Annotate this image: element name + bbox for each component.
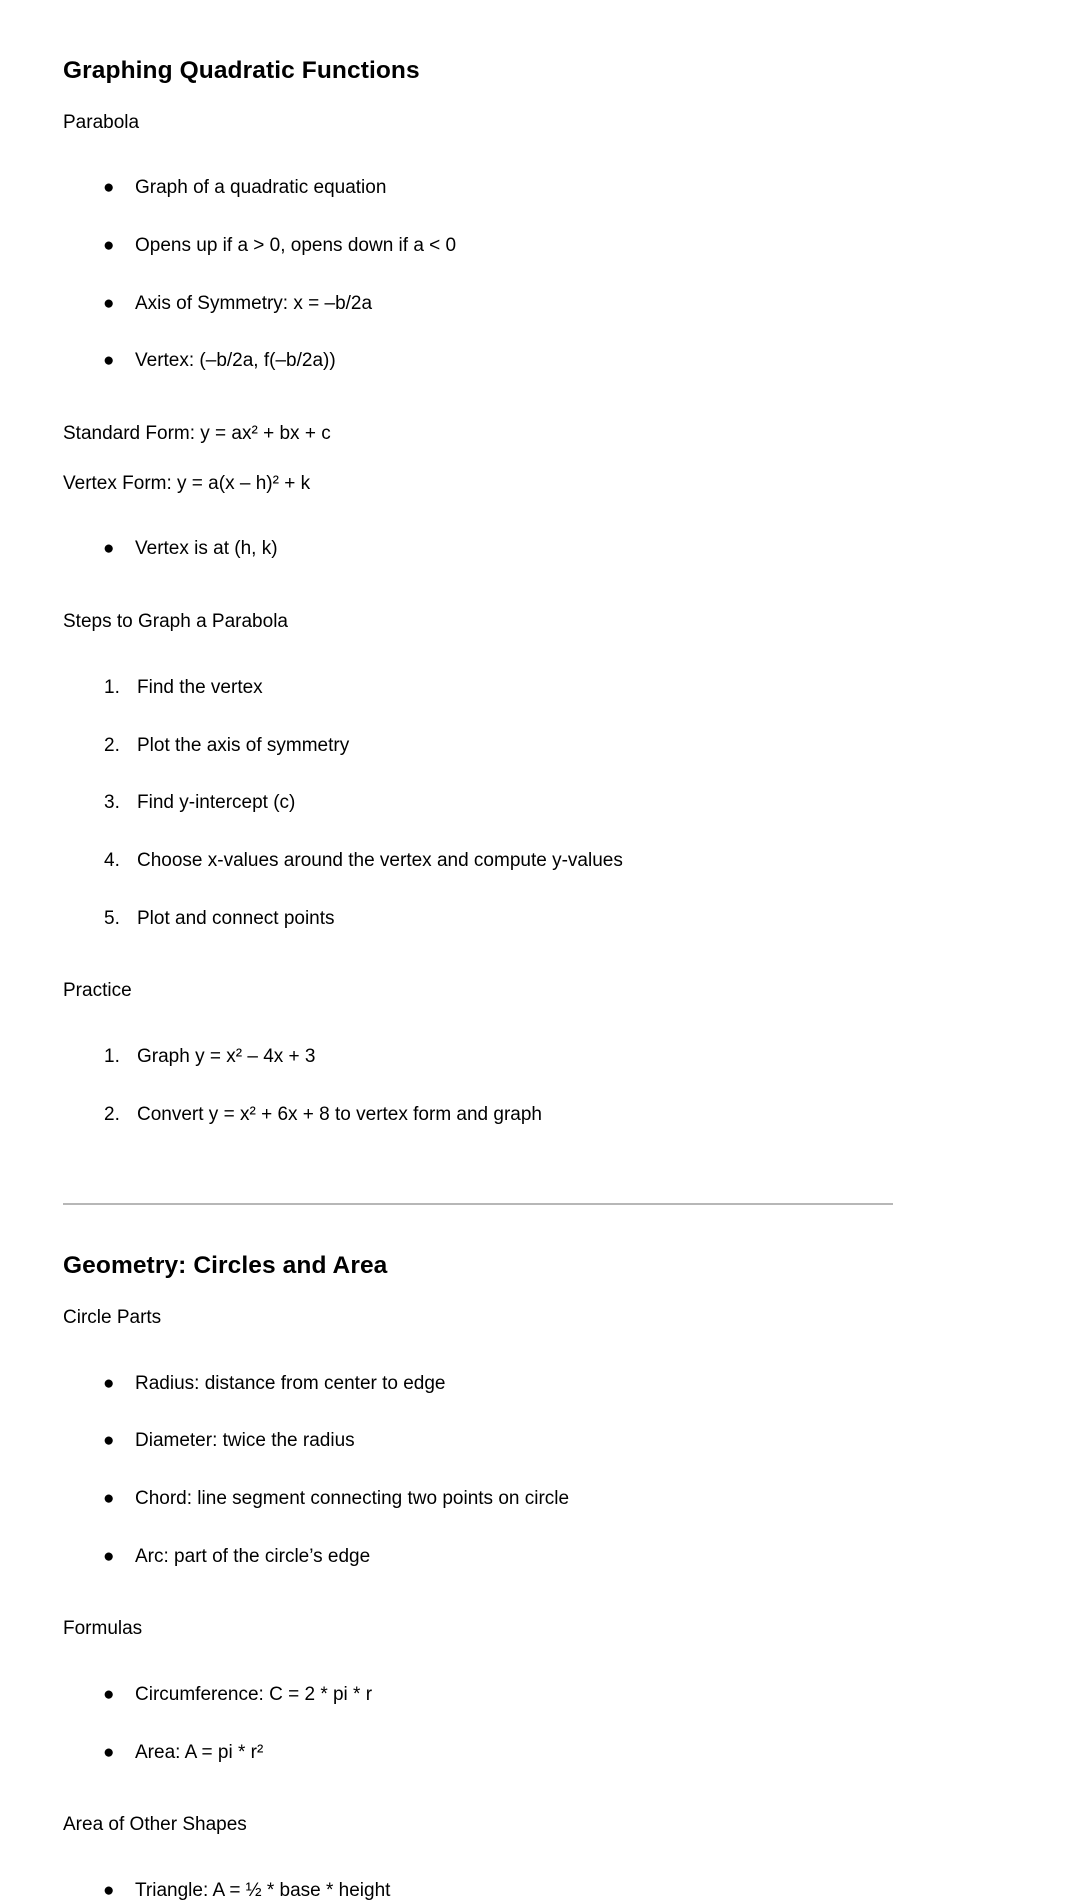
bullet-icon: ●: [103, 1372, 115, 1394]
practice-numbered-list: [63, 1004, 1017, 1127]
list-item: [63, 1708, 1017, 1766]
list-item-label: Choose x-values around the vertex and compute y-values: [137, 849, 623, 871]
list-item: [63, 816, 1017, 874]
list-item-label: Vertex is at (h, k): [135, 538, 278, 560]
list-item-label: Find the vertex: [137, 676, 263, 698]
list-item: [63, 1396, 1017, 1454]
bullet-icon: ●: [103, 1684, 115, 1706]
list-item: [63, 643, 1017, 701]
subheading-parabola: Parabola: [63, 111, 140, 133]
list-item-label: Plot the axis of symmetry: [137, 734, 350, 756]
subheading-practice: Practice: [63, 980, 132, 1002]
bullet-icon: ●: [103, 1880, 115, 1902]
list-item: [63, 1339, 1017, 1397]
vertex-form-bullet-list: [63, 496, 1017, 562]
section-divider-wrapper: [63, 1127, 1017, 1205]
list-marker: 2.: [104, 734, 120, 756]
vertex-form-text: Vertex Form: y = a(x – h)² + k: [63, 472, 311, 494]
list-item-label: Arc: part of the circle’s edge: [135, 1545, 371, 1567]
bullet-icon: ●: [103, 177, 115, 199]
list-item-label: Radius: distance from center to edge: [135, 1372, 446, 1394]
subheading-steps-to-graph: Steps to Graph a Parabola: [63, 611, 288, 633]
bullet-icon: ●: [103, 1488, 115, 1509]
steps-numbered-list: [63, 635, 1017, 931]
list-item-label: Graph of a quadratic equation: [135, 177, 387, 199]
list-item: [63, 504, 1017, 562]
section-graphing-quadratic-functions: [63, 0, 1017, 1127]
list-item-label: Axis of Symmetry: x = –b/2a: [135, 292, 373, 314]
bullet-icon: ●: [103, 235, 115, 256]
bullet-icon: ●: [103, 292, 115, 314]
list-item-label: Plot and connect points: [137, 907, 335, 929]
list-item-label: Vertex: (–b/2a, f(–b/2a)): [135, 350, 336, 372]
list-item: [63, 316, 1017, 374]
parabola-bullet-list: [63, 135, 1017, 374]
list-marker: 5.: [104, 907, 120, 929]
list-item-label: Circumference: C = 2 * pi * r: [135, 1684, 373, 1706]
list-item-label: Find y-intercept (c): [137, 792, 296, 814]
section-title-geometry: Geometry: Circles and Area: [63, 1252, 388, 1280]
list-item-label: Triangle: A = ½ * base * height: [135, 1880, 391, 1902]
formulas-bullet-list: [63, 1642, 1017, 1765]
page-title: Graphing Quadratic Functions: [63, 57, 420, 84]
subheading-circle-parts: Circle Parts: [63, 1306, 162, 1328]
list-item: [63, 701, 1017, 759]
other-shapes-bullet-list: [63, 1838, 1017, 1904]
bullet-icon: ●: [103, 1430, 115, 1452]
list-marker: 1.: [104, 676, 120, 698]
list-item: [63, 143, 1017, 201]
list-item: [63, 201, 1017, 259]
list-item: [63, 1454, 1017, 1512]
bullet-icon: ●: [103, 1545, 115, 1567]
list-item-label: Chord: line segment connecting two points on circle: [135, 1488, 570, 1509]
list-item: [63, 874, 1017, 932]
subheading-area-of-other-shapes: Area of Other Shapes: [63, 1814, 247, 1836]
list-marker: 4.: [104, 849, 120, 871]
list-item: [63, 1070, 1017, 1128]
list-marker: 2.: [104, 1103, 120, 1125]
list-marker: 1.: [104, 1045, 120, 1067]
bullet-icon: ●: [103, 350, 115, 372]
list-item-label: Graph y = x² – 4x + 3: [137, 1045, 316, 1067]
list-item-label: Convert y = x² + 6x + 8 to vertex form and graph: [137, 1103, 543, 1125]
list-item-label: Diameter: twice the radius: [135, 1430, 355, 1452]
list-item-label: Opens up if a > 0, opens down if a < 0: [135, 235, 457, 256]
bullet-icon: ●: [103, 538, 115, 560]
list-item: [63, 758, 1017, 816]
list-item: [63, 1012, 1017, 1070]
list-marker: 3.: [104, 792, 120, 814]
circle-parts-bullet-list: [63, 1331, 1017, 1570]
list-item: [63, 1512, 1017, 1570]
list-item: [63, 1846, 1017, 1904]
list-item: [63, 1650, 1017, 1708]
list-item-label: Area: A = pi * r²: [135, 1741, 264, 1763]
standard-form-text: Standard Form: y = ax² + bx + c: [63, 423, 331, 445]
list-item: [63, 259, 1017, 317]
subheading-formulas: Formulas: [63, 1618, 143, 1640]
section-geometry-circles-and-area: [63, 1205, 1017, 1904]
bullet-icon: ●: [103, 1741, 115, 1763]
